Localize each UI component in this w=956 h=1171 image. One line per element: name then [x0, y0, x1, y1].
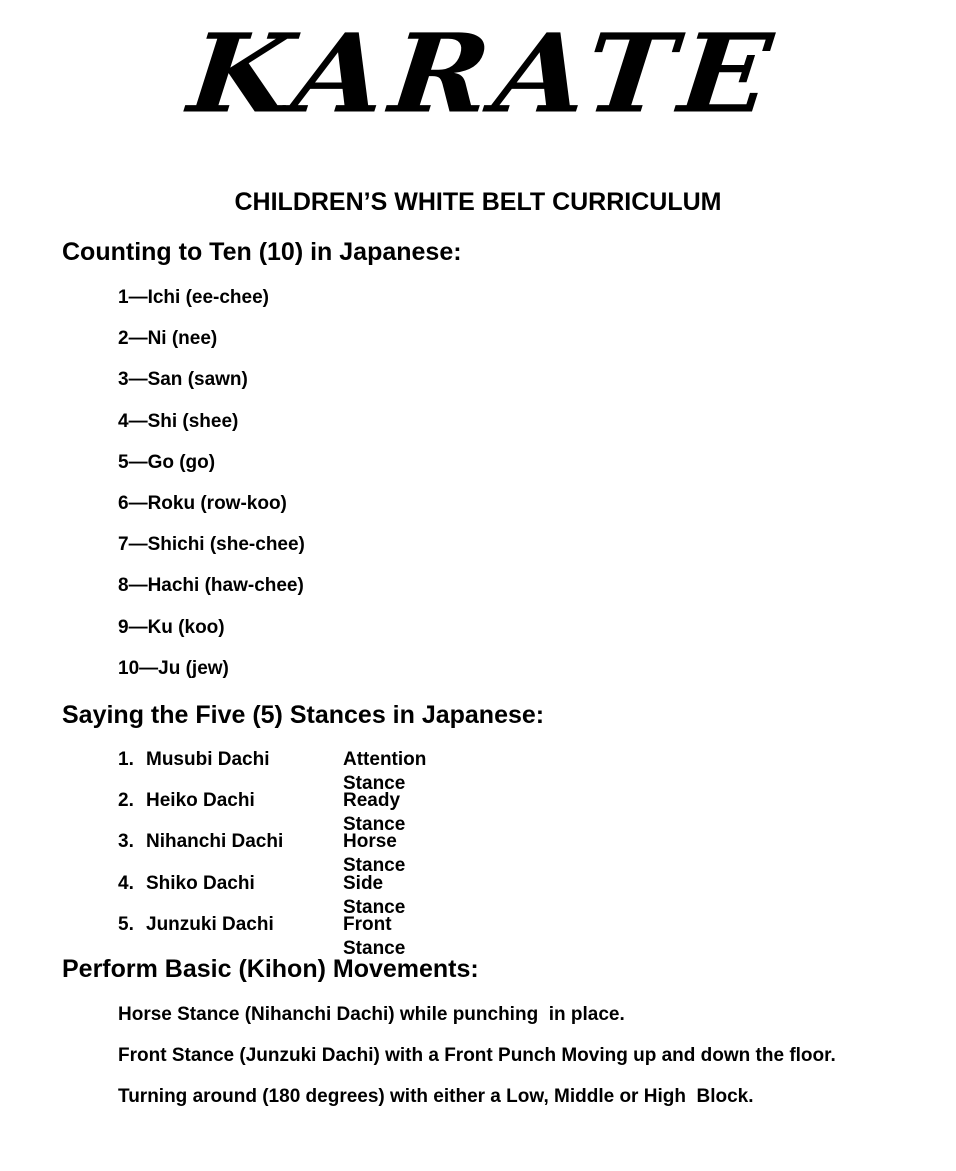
- stance-number: 3.: [118, 831, 134, 853]
- list-item: 6—Roku (row-koo): [118, 492, 287, 514]
- list-item: 9—Ku (koo): [118, 616, 225, 638]
- stances-list: [118, 748, 427, 959]
- list-item: [118, 748, 427, 794]
- stances-heading: Saying the Five (5) Stances in Japanese:: [62, 701, 545, 729]
- list-item: [118, 789, 406, 836]
- karate-logo: KARATE: [183, 9, 784, 138]
- stance-number: 5.: [118, 913, 134, 935]
- stance-japanese: Musubi Dachi: [146, 749, 270, 770]
- list-item: [118, 913, 406, 959]
- list-item: Front Stance (Junzuki Dachi) with a Front Punch Moving up and down the floor.: [118, 1045, 836, 1067]
- stance-number: 1.: [118, 749, 134, 770]
- list-item: [118, 872, 406, 918]
- stance-number: 4.: [118, 872, 134, 894]
- counting-heading: Counting to Ten (10) in Japanese:: [62, 238, 462, 266]
- stance-number: 2.: [118, 790, 134, 812]
- stance-english: Horse Stance: [343, 831, 406, 877]
- stance-japanese: Shiko Dachi: [146, 872, 255, 894]
- list-item: 3—San (sawn): [118, 369, 248, 391]
- list-item: 7—Shichi (she-chee): [118, 534, 305, 556]
- stance-english: Ready Stance: [343, 790, 406, 836]
- stance-english: Front Stance: [343, 913, 406, 959]
- stance-japanese: Heiko Dachi: [146, 790, 255, 812]
- list-item: 8—Hachi (haw-chee): [118, 575, 304, 597]
- list-item: 4—Shi (shee): [118, 410, 239, 432]
- stance-english: Attention Stance: [343, 749, 427, 794]
- list-item: 1—Ichi (ee-chee): [118, 287, 269, 308]
- stance-english: Side Stance: [343, 872, 406, 918]
- list-item: Horse Stance (Nihanchi Dachi) while punching in place.: [118, 1004, 625, 1025]
- list-item: [118, 830, 406, 877]
- list-item: 2—Ni (nee): [118, 328, 218, 350]
- movements-list: [118, 1003, 836, 1127]
- list-item: Turning around (180 degrees) with either a Low, Middle or High Block.: [118, 1086, 754, 1108]
- stance-japanese: Junzuki Dachi: [146, 913, 274, 935]
- list-item: 5—Go (go): [118, 451, 216, 473]
- curriculum-title: CHILDREN’S WHITE BELT CURRICULUM: [234, 188, 722, 216]
- movements-heading: Perform Basic (Kihon) Movements:: [62, 955, 479, 983]
- list-item: 10—Ju (jew): [118, 657, 229, 679]
- counting-list: [118, 286, 305, 698]
- stance-japanese: Nihanchi Dachi: [146, 831, 284, 853]
